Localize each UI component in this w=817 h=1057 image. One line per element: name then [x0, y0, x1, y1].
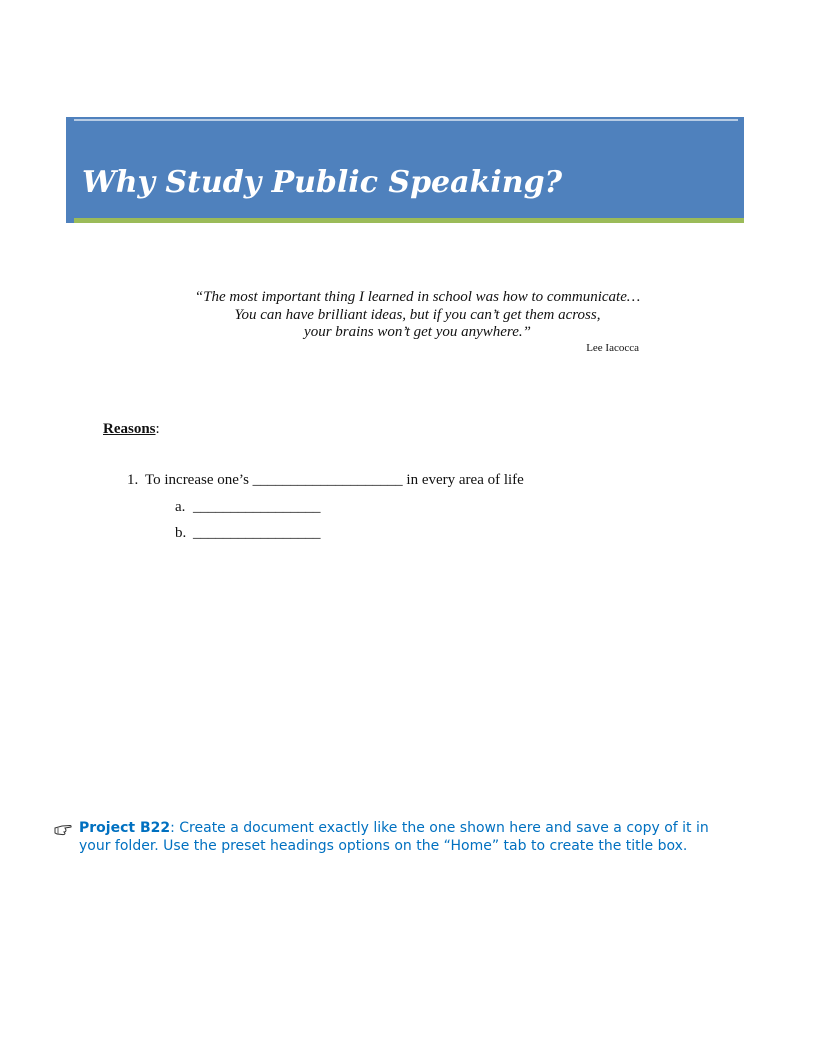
- pointing-hand-icon: [54, 822, 72, 836]
- list-number: 1.: [127, 472, 139, 488]
- page-title: Why Study Public Speaking?: [82, 165, 563, 200]
- reasons-label: [103, 421, 160, 438]
- title-bottom-rule: [74, 218, 744, 223]
- sub-list-blank: _________________: [193, 499, 321, 515]
- title-box: [66, 117, 744, 223]
- quote-line: “The most important thing I learned in school was how to communicate…: [194, 289, 641, 305]
- quote-line: You can have brilliant ideas, but if you can’t get them across,: [234, 306, 601, 323]
- title-top-rule: [74, 119, 738, 121]
- sub-list-letter: b.: [175, 525, 187, 541]
- reasons-colon: :: [155, 421, 160, 437]
- quote-line: your brains won’t get you anywhere.”: [304, 324, 531, 340]
- reasons-heading: Reasons: [103, 421, 156, 437]
- sub-list-blank: _________________: [193, 525, 321, 541]
- sub-list-item: [175, 525, 321, 542]
- sub-list-item: [175, 499, 321, 516]
- project-label: Project B22: [79, 820, 171, 836]
- quote-author: Lee Iacocca: [586, 342, 639, 354]
- list-item: [127, 472, 524, 489]
- sub-list-letter: a.: [175, 499, 186, 515]
- list-item-text: To increase one’s ____________________ in every area of life: [145, 472, 524, 488]
- project-instructions: : Create a document exactly like the one shown here and save a copy of it in your folder. Use the preset headings options on the “Home” tab to create the title box.: [79, 820, 709, 854]
- project-note: [54, 820, 744, 855]
- quote-block: [170, 289, 665, 342]
